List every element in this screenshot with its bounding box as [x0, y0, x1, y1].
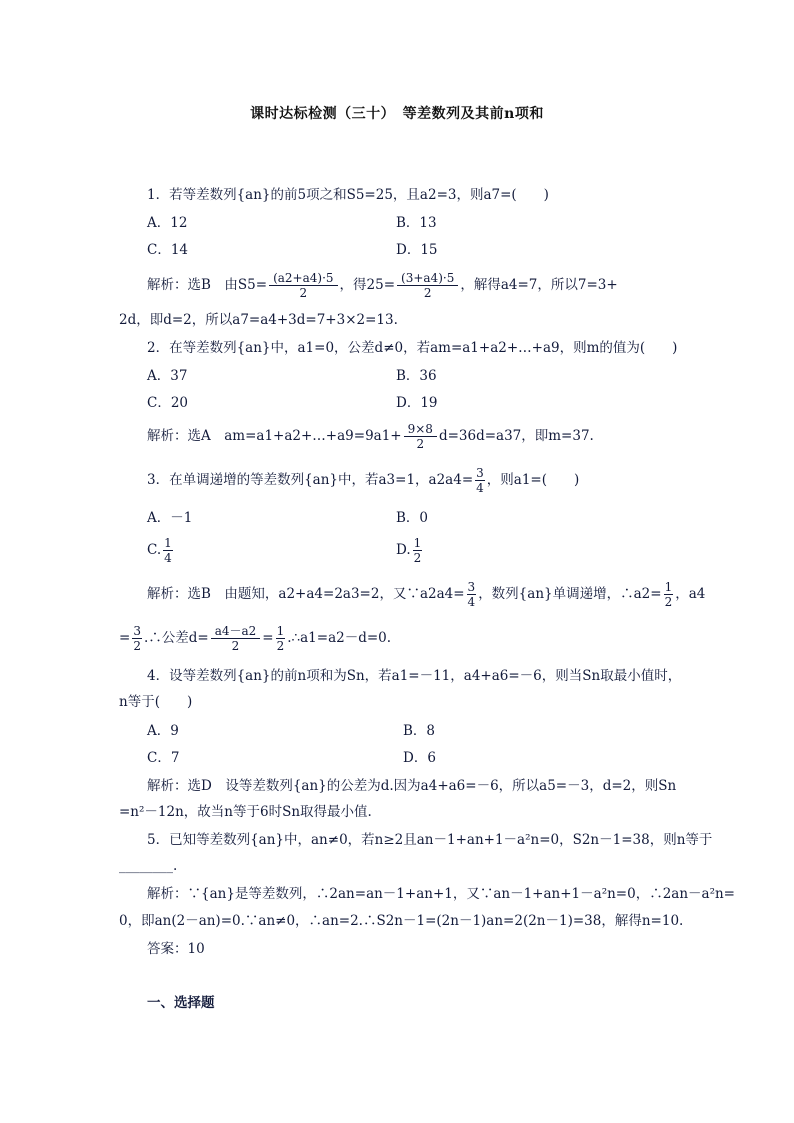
q3-opt-d-den: 2 [413, 551, 422, 565]
q3-stem-prefix: 3．在单调递增的等差数列{an}中，若a3=1，a2a4= [147, 472, 474, 488]
q1-solution-line1 [147, 271, 618, 300]
q1-sol-fraction-2 [397, 271, 458, 300]
q2-sol-fraction [404, 422, 437, 451]
q1-sol-frac1-den: 2 [299, 286, 308, 300]
q3-stem-fraction [475, 466, 485, 495]
q2-sol-frac-num: 9×8 [404, 422, 437, 437]
q3-sol2-prefix: = [119, 630, 131, 646]
q3-sol2-frac3-den: 2 [276, 639, 285, 653]
q2-option-d: D．19 [396, 395, 438, 411]
q3-opt-c-den: 4 [164, 551, 172, 565]
q4-option-c: C．7 [147, 750, 180, 766]
q4-option-a: A．9 [147, 723, 179, 739]
q3-sol2-end: .∴a1=a2－d=0. [287, 630, 392, 646]
q3-stem-end: ，则a1=( ) [486, 472, 580, 488]
q5-solution-line2: 0，即an(2－an)=0.∵an≠0，∴an=2.∴S2n－1=(2n－1)an=2(2n－1)=38，解得n=10. [119, 913, 684, 929]
q3-option-d-fraction [413, 536, 423, 565]
q2-sol-frac-den: 2 [416, 437, 425, 451]
q1-sol-fraction-1 [269, 271, 337, 300]
q3-sol2-eq: = [262, 630, 274, 646]
q5-solution-line1: 解析：∵{an}是等差数列，∴2an=an－1+an+1，又∵an－1+an+1－a²n=0，∴2an－a²n= [147, 886, 735, 902]
q3-sol2-frac1-num: 3 [133, 624, 141, 638]
q3-sol1-frac1-num: 3 [467, 580, 476, 594]
q3-sol1-frac2-num: 1 [664, 580, 673, 594]
q2-solution [147, 422, 594, 451]
q2-stem: 2．在等差数列{an}中，a1=0，公差d≠0，若am=a1+a2+…+a9，则m的值为( ) [147, 340, 678, 356]
q1-sol-prefix: 解析：选B 由S5= [147, 277, 268, 293]
q5-stem-line1: 5．已知等差数列{an}中，an≠0，若n≥2且an－1+an+1－a²n=0，S2n－1=38，则n等于 [147, 832, 713, 848]
q1-sol-frac2-num: (3+a4)·5 [397, 271, 458, 286]
q4-stem-line1: 4．设等差数列{an}的前n项和为Sn，若a1=－11，a4+a6=－6，则当Sn取最小值时， [147, 668, 682, 684]
q3-sol2-fraction-2 [211, 624, 261, 653]
q3-option-c-fraction [163, 536, 173, 565]
q2-sol-prefix: 解析：选A am=a1+a2+…+a9=9a1+ [147, 428, 402, 444]
q3-option-b: B．0 [396, 510, 429, 526]
q3-solution-line2 [119, 624, 391, 653]
q3-sol2-fraction-3 [276, 624, 286, 653]
q1-option-b: B．13 [396, 215, 437, 231]
q3-opt-d-num: 1 [413, 536, 422, 550]
q2-option-a: A．37 [147, 368, 188, 384]
q5-answer: 答案：10 [147, 941, 205, 957]
q3-option-a: A．－1 [147, 510, 193, 526]
q3-option-c-label: C. [147, 542, 162, 558]
q3-sol2-frac2-den: 2 [231, 639, 240, 653]
q1-sol-frac2-den: 2 [423, 286, 432, 300]
q3-sol2-frac1-den: 2 [133, 639, 141, 653]
q1-option-c: C．14 [147, 242, 189, 258]
q2-sol-end: d=36d=a37，即m=37. [438, 428, 594, 444]
q1-option-d: D．15 [396, 242, 438, 258]
q3-stem-frac-num: 3 [476, 466, 484, 480]
q5-stem-line2: ________. [119, 858, 178, 874]
q3-sol2-fraction-1 [132, 624, 142, 653]
q4-solution-line1: 解析：选D 设等差数列{an}的公差为d.因为a4+a6=－6，所以a5=－3，d=2，则Sn [147, 778, 677, 794]
section-heading: 一、选择题 [147, 995, 215, 1011]
q1-sol-frac1-num: (a2+a4)·5 [269, 271, 337, 286]
q3-sol2-frac2-num: a4－a2 [211, 624, 261, 639]
q3-stem [147, 466, 579, 495]
q4-option-d: D．6 [403, 750, 436, 766]
q3-option-d-label: D. [396, 542, 411, 558]
q1-sol-end: ，解得a4=7，所以7=3+ [460, 277, 618, 293]
q3-sol2-frac3-num: 1 [276, 624, 285, 638]
q3-sol1-fraction-1 [467, 580, 477, 609]
q4-stem-line2: n等于( ) [119, 694, 193, 710]
q3-sol1-fraction-2 [664, 580, 674, 609]
q3-stem-frac-den: 4 [476, 481, 484, 495]
q4-solution-line2: =n²－12n，故当n等于6时Sn取得最小值. [119, 804, 372, 820]
q4-option-b: B．8 [403, 723, 436, 739]
q2-option-b: B．36 [396, 368, 437, 384]
q3-sol2-mid: .∴公差d= [143, 630, 209, 646]
q3-option-c [147, 536, 175, 565]
q3-option-d [396, 536, 424, 565]
q3-sol1-frac2-den: 2 [664, 595, 673, 609]
q1-solution-line2: 2d，即d=2，所以a7=a4+3d=7+3×2=13. [119, 312, 398, 328]
q3-solution-line1 [147, 580, 705, 609]
q3-opt-c-num: 1 [164, 536, 172, 550]
page-title: 课时达标检测（三十） 等差数列及其前n项和 [250, 106, 544, 122]
q3-sol1-prefix: 解析：选B 由题知，a2+a4=2a3=2，又∵a2a4= [147, 586, 465, 602]
q1-sol-mid: ，得25= [339, 277, 396, 293]
q1-stem: 1．若等差数列{an}的前5项之和S5=25，且a2=3，则a7=( ) [147, 187, 549, 203]
q3-sol1-frac1-den: 4 [467, 595, 476, 609]
q1-option-a: A．12 [147, 215, 188, 231]
q2-option-c: C．20 [147, 395, 189, 411]
q3-sol1-mid: ，数列{an}单调递增，∴a2= [478, 586, 662, 602]
q3-sol1-end: ，a4 [675, 586, 706, 602]
